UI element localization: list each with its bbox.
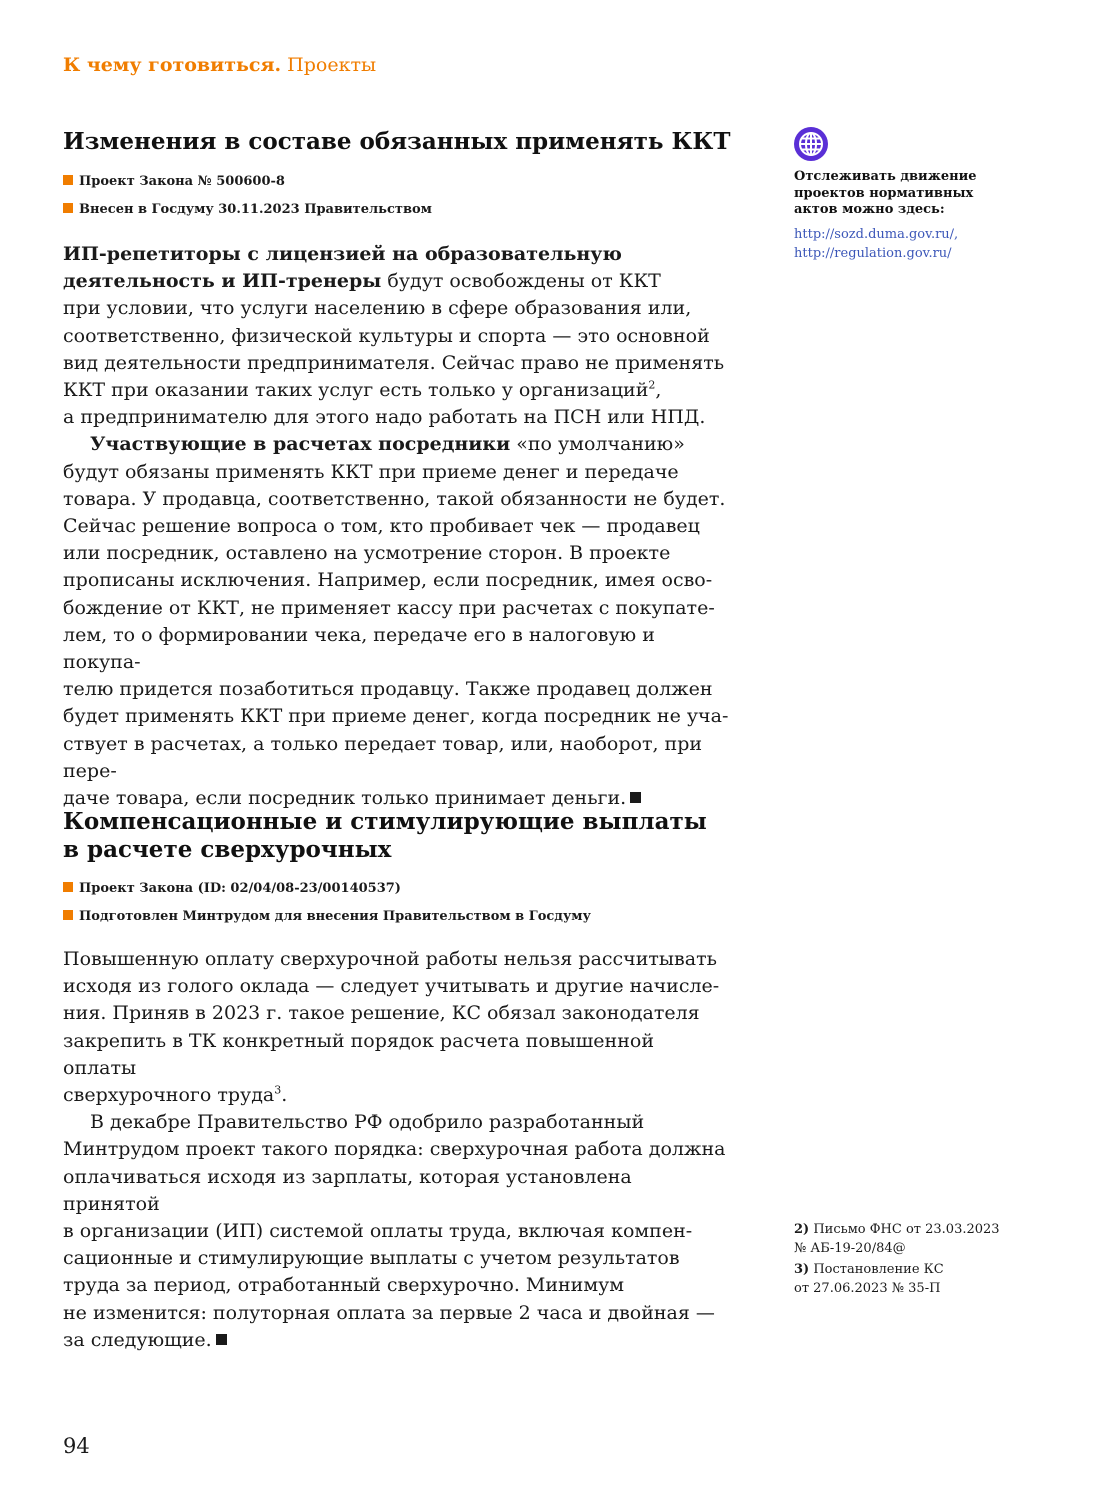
end-of-article-mark [216,1334,227,1345]
article-2-body [63,946,733,1354]
article-1-title: Изменения в составе обязанных применять ККТ [63,128,731,155]
article-1 [63,128,733,224]
footnote-ref-2: 2 [648,378,656,392]
article-1-body [63,241,733,812]
footnotes [794,1220,1024,1300]
subsection-name: Проекты [287,54,377,76]
article-2-paragraph-1: Повышенную оплату сверхурочной работы нельзя рассчитывать исходя из голого оклада — следует учитывать и другие начисле- ния. Приняв в 2023 г. такое решение, КС обязал законодателя закрепить в ТК конкретный порядок расчета повышенной оплаты сверхурочного труда$^3$. [63,948,720,1107]
end-of-article-mark [630,792,641,803]
bullet-square [63,882,73,892]
section-name: К чему готовиться. [63,54,282,76]
article-1-meta-law: Проект Закона № 500600-8 [63,168,733,196]
globe-icon [794,127,828,161]
article-2-paragraph-2: В декабре Правительство РФ одобрило разработанный Минтрудом проект такого порядка: сверхурочная работа должна оплачиваться исходя из зарплаты, которая установлена принятой в организации (ИП) системой оплаты труда, включая компен- сационные и стимулирующие выплаты с учетом результатов труда за период, отработанный сверхурочно. Минимум не изменится: полуторная оплата за первые 2 часа и двойная — за следующие. [63,1111,726,1351]
article-1-paragraph-2: Участвующие в расчетах посредники «по умолчанию» будут обязаны применять ККТ при приеме денег и передаче товара. У продавца, соответственно, такой обязанности не будет. Сейчас решение вопроса о том, кто пробивает чек — продавец или посредник, оставлено на усмотрение сторон. В проекте прописаны исключения. Например, если посредник, имея осво- бождение от ККТ, не применяет кассу при расчетах с покупате- лем, то о формировании чека, передаче его в налоговую и покупа- телю придется позаботиться продавцу. Также продавец должен будет применять ККТ при приеме денег, когда посредник не уча- ствует в расчетах, а только передает товар, или, наоборот, при пере- даче товара, если посредник только принимает деньги. [63,433,729,810]
article-2-meta-prepared: Подготовлен Минтрудом для внесения Правительством в Госдуму [63,903,733,931]
article-1-meta-submitted: Внесен в Госдуму 30.11.2023 Правительством [63,196,733,224]
bullet-square [63,175,73,185]
sidebar-title: Отслеживать движение проектов нормативных актов можно здесь: [794,169,977,217]
article-2-meta-law: Проект Закона (ID: 02/04/08-23/00140537) [63,875,733,903]
article-2-title: Компенсационные и стимулирующие выплаты в расчете сверхурочных [63,808,707,863]
footnote-2: 2) Письмо ФНС от 23.03.2023 № АБ-19-20/84@ [794,1222,1000,1256]
bullet-square [63,910,73,920]
sidebar-links: http://sozd.duma.gov.ru/, http://regulation.gov.ru/ [794,227,959,261]
article-2 [63,808,733,931]
footnote-3: 3) Постановление КС от 27.06.2023 № 35-П [794,1262,944,1296]
link-regulation[interactable]: http://regulation.gov.ru/ [794,246,952,261]
page-number: 94 [63,1434,90,1458]
running-header [63,54,376,76]
article-1-paragraph-1: ИП-репетиторы с лицензией на образовательную деятельность и ИП-тренеры будут освобождены от ККТ при условии, что услуги населению в сфере образования или, соответственно, физической культуры и спорта — это основной вид деятельности предпринимателя. Сейчас право не применять ККТ при оказании таких услуг есть только у организаций$^2$, а предпринимателю для этого надо работать на ПСН или НПД. [63,243,725,429]
footnote-ref-3: 3 [274,1083,282,1097]
link-sozd-duma[interactable]: http://sozd.duma.gov.ru/ [794,227,955,242]
bullet-square [63,203,73,213]
